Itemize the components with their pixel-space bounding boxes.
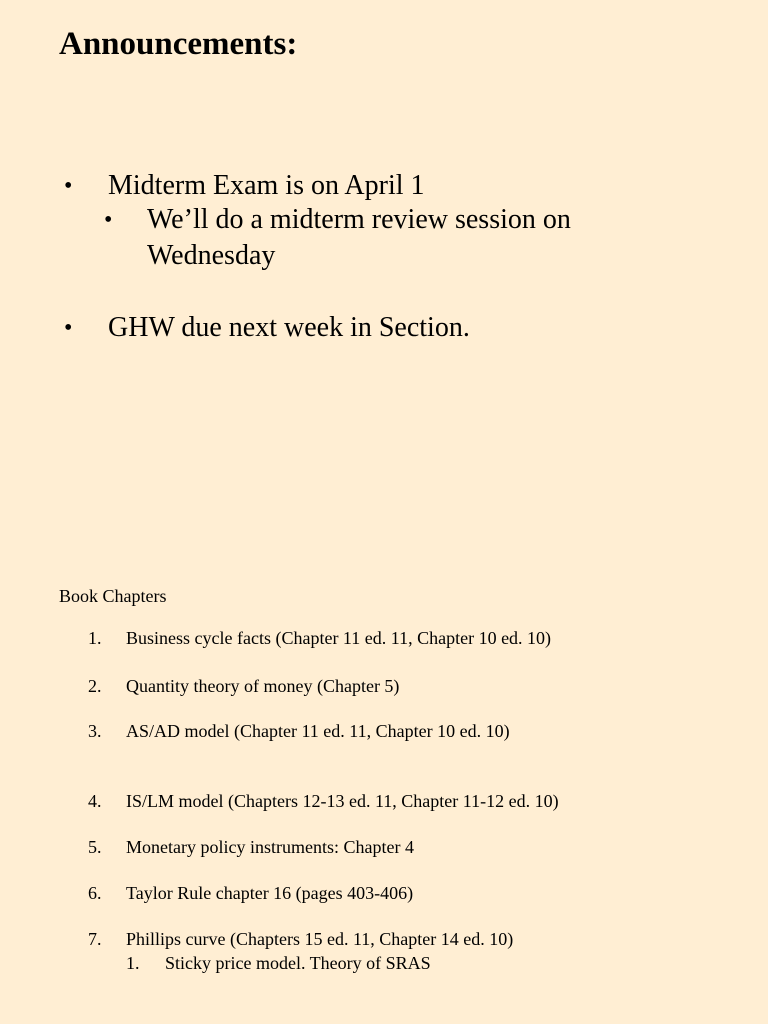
chapter-text: IS/LM model (Chapters 12-13 ed. 11, Chapter 11-12 ed. 10) <box>126 791 559 811</box>
chapter-list-item <box>0 928 768 950</box>
chapter-number: 3. <box>88 721 102 741</box>
chapter-text: Monetary policy instruments: Chapter 4 <box>126 837 414 857</box>
sub-bullet-marker: • <box>104 207 113 233</box>
bullet-text: Midterm Exam is on April 1 <box>108 170 425 201</box>
book-chapters-heading: Book Chapters <box>59 586 167 606</box>
chapter-number: 2. <box>88 676 102 696</box>
chapter-number: 6. <box>88 883 102 903</box>
chapter-list-item <box>0 790 768 812</box>
chapter-list-item <box>0 882 768 904</box>
chapter-number: 4. <box>88 791 102 811</box>
chapter-text: Phillips curve (Chapters 15 ed. 11, Chapter 14 ed. 10) <box>126 929 514 949</box>
chapter-text: Business cycle facts (Chapter 11 ed. 11, Chapter 10 ed. 10) <box>126 628 552 648</box>
sub-bullet-text: We’ll do a midterm review session on Wednesday <box>147 204 571 271</box>
chapter-sub-number: 1. <box>126 953 140 973</box>
chapter-text: Quantity theory of money (Chapter 5) <box>126 676 400 696</box>
chapter-sub-item <box>0 952 768 974</box>
chapter-list-item <box>0 720 768 742</box>
chapter-number: 7. <box>88 929 102 949</box>
chapter-number: 5. <box>88 837 102 857</box>
chapter-sub-text: Sticky price model. Theory of SRAS <box>165 953 431 973</box>
chapter-text: Taylor Rule chapter 16 (pages 403-406) <box>126 883 414 903</box>
chapter-text: AS/AD model (Chapter 11 ed. 11, Chapter 10 ed. 10) <box>126 721 510 741</box>
chapter-list-item <box>0 836 768 858</box>
chapter-number: 1. <box>88 628 102 648</box>
page-title: Announcements: <box>59 26 298 62</box>
chapter-list-item <box>0 627 768 649</box>
bullet-marker: • <box>64 315 73 341</box>
bullet-item <box>0 310 768 346</box>
bullet-text: GHW due next week in Section. <box>108 312 470 343</box>
chapter-list-item <box>0 675 768 697</box>
bullet-item <box>0 168 768 204</box>
bullet-marker: • <box>64 173 73 199</box>
